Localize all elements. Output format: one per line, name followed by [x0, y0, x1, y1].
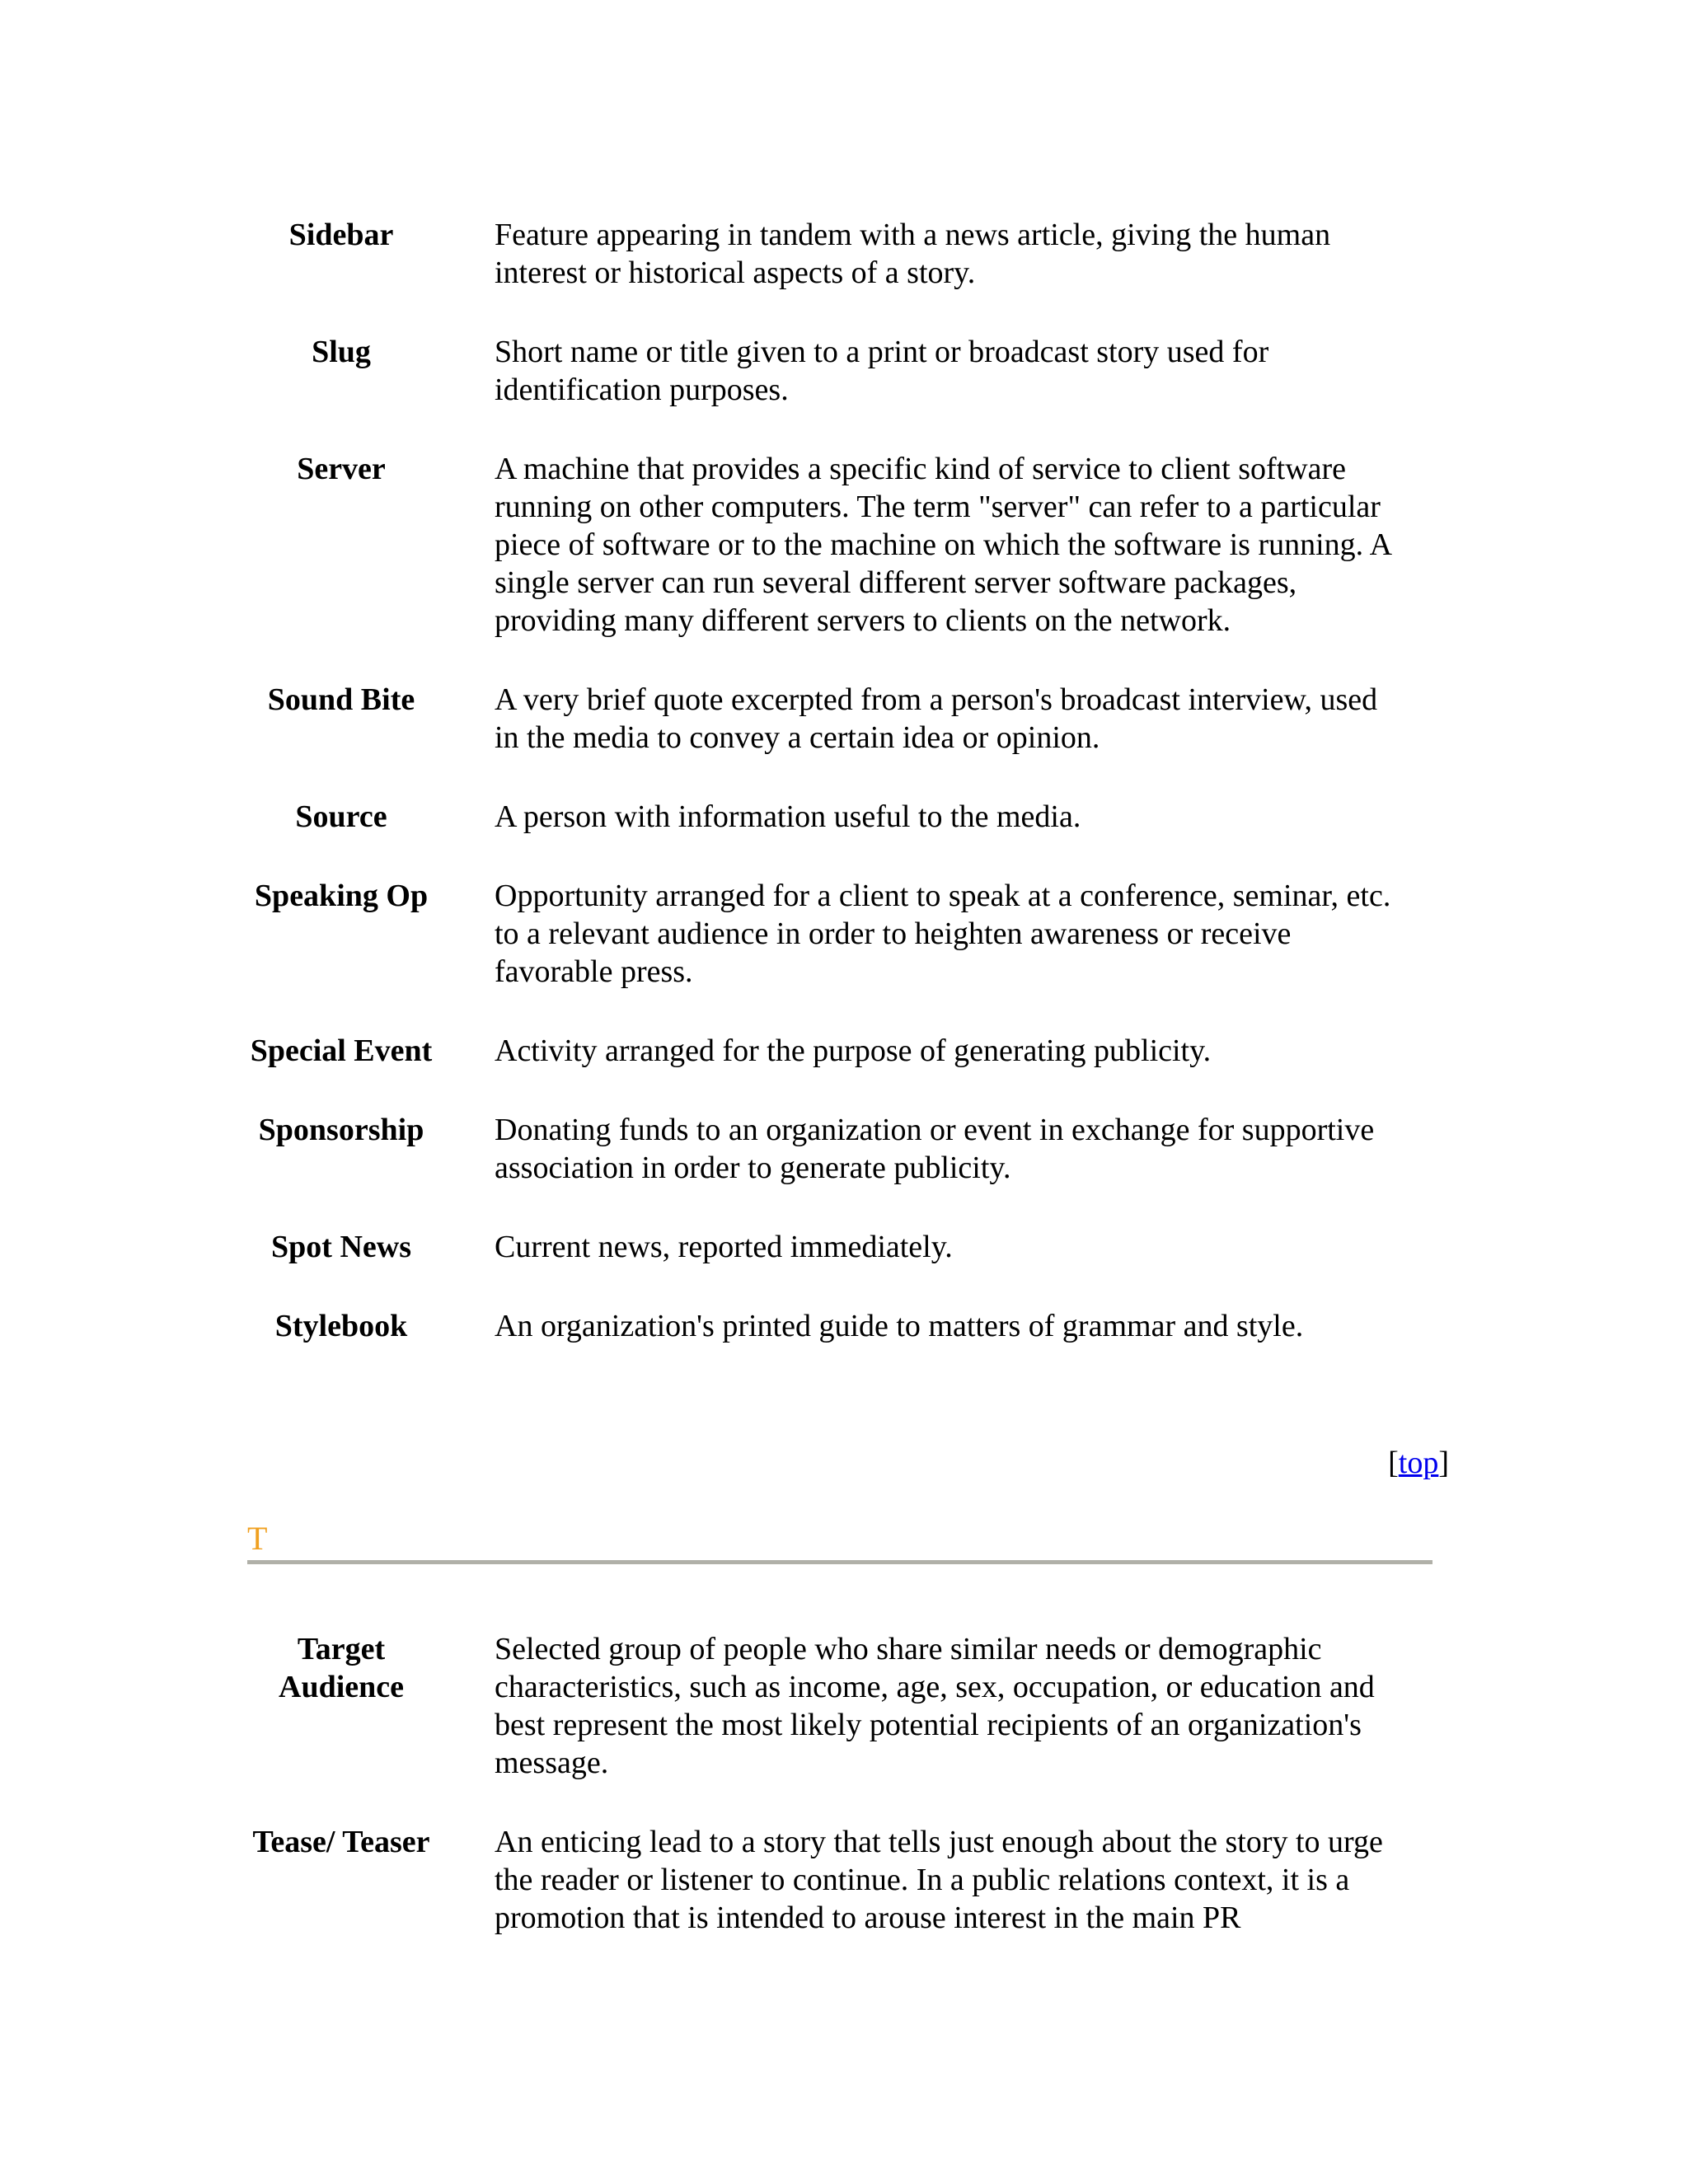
glossary-entry: [239, 216, 1451, 292]
glossary-entry: [239, 450, 1451, 640]
glossary-term: Server: [297, 452, 386, 486]
bracket-open: [: [1388, 1446, 1399, 1480]
glossary-definition: A machine that provides a specific kind of service to client software running on other computers. The term "server" can refer to a particular piece of software or to the machine on which the software is running. A single server can run several different server software packages, providing many different servers to clients on the network.: [495, 452, 1390, 638]
glossary-entry: [239, 877, 1451, 991]
glossary-entry: [239, 1823, 1451, 1937]
glossary-definition: A very brief quote excerpted from a person's broadcast interview, used in the media to convey a certain idea or opinion.: [495, 682, 1378, 755]
glossary-term: Slug: [312, 335, 371, 369]
glossary-definition: Current news, reported immediately.: [495, 1230, 953, 1264]
section-letter-heading: T: [247, 1520, 268, 1557]
glossary-definition: An enticing lead to a story that tells just enough about the story to urge the reader or listener to continue. In a public relations context, it is a promotion that is intended to arouse interest in the main PR: [495, 1825, 1383, 1935]
glossary-section-t: [239, 1630, 1451, 1978]
glossary-term: Tease/ Teaser: [252, 1825, 430, 1859]
glossary-definition: Activity arranged for the purpose of generating publicity.: [495, 1033, 1212, 1068]
glossary-definition: Feature appearing in tandem with a news article, giving the human interest or historical aspects of a story.: [495, 218, 1331, 290]
glossary-definition: Short name or title given to a print or broadcast story used for identification purposes.: [495, 335, 1269, 407]
glossary-entry: [239, 1307, 1451, 1345]
glossary-term-line: Target: [297, 1632, 386, 1666]
glossary-entry: [239, 1228, 1451, 1266]
glossary-entry: [239, 1111, 1451, 1187]
glossary-definition: A person with information useful to the media.: [495, 799, 1081, 834]
bracket-close: ]: [1438, 1446, 1449, 1480]
glossary-definition: Donating funds to an organization or event in exchange for supportive association in order to generate publicity.: [495, 1113, 1375, 1185]
glossary-entry: [239, 1630, 1451, 1782]
glossary-term: Spot News: [271, 1230, 411, 1264]
glossary-entry: [239, 333, 1451, 409]
back-to-top: [1388, 1444, 1449, 1482]
glossary-entry: [239, 681, 1451, 757]
glossary-term: Source: [295, 799, 387, 834]
glossary-definition: An organization's printed guide to matters of grammar and style.: [495, 1309, 1304, 1343]
glossary-term: [239, 1630, 443, 1706]
glossary-entry: [239, 1032, 1451, 1070]
glossary-term: Sponsorship: [258, 1113, 424, 1147]
glossary-term: Sidebar: [288, 218, 394, 252]
glossary-term: Stylebook: [274, 1309, 408, 1343]
glossary-term: Special Event: [250, 1033, 433, 1068]
glossary-definition: Selected group of people who share similar needs or demographic characteristics, such as income, age, sex, occupation, or education and best represent the most likely potential recipients of an organization's message.: [495, 1632, 1375, 1780]
glossary-definition: Opportunity arranged for a client to speak at a conference, seminar, etc. to a relevant audience in order to heighten awareness or receive favorable press.: [495, 879, 1391, 989]
glossary-term-line: Audience: [279, 1670, 404, 1704]
glossary-term: Speaking Op: [254, 879, 429, 913]
top-link[interactable]: top: [1398, 1446, 1439, 1480]
section-divider: [247, 1560, 1432, 1564]
glossary-section-s: [239, 216, 1451, 1386]
glossary-entry: [239, 798, 1451, 836]
glossary-term: Sound Bite: [267, 682, 415, 717]
